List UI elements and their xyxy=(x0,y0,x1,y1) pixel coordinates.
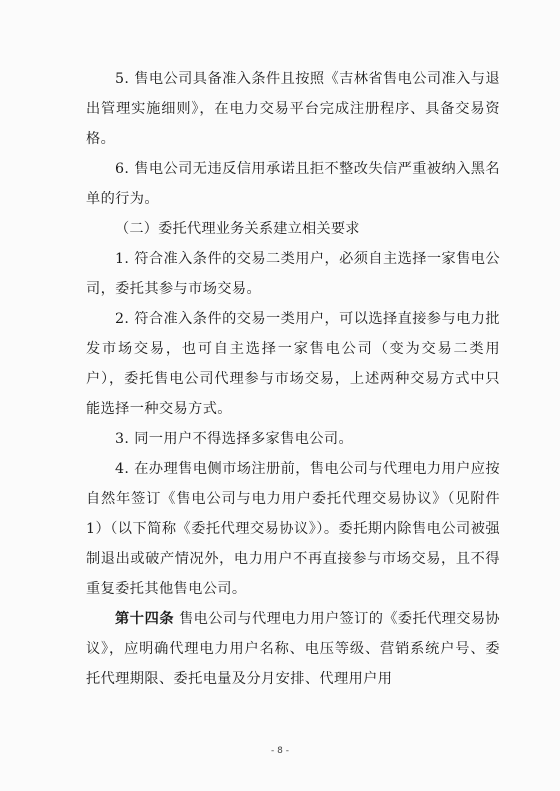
paragraph-requirement-1: 1. 符合准入条件的交易二类用户，必须自主选择一家售电公司，委托其参与市场交易。 xyxy=(86,251,500,297)
paragraph-item-6: 6. 售电公司无违反信用承诺且拒不整改失信严重被纳入黑名单的行为。 xyxy=(86,161,500,207)
paragraph-requirement-4: 4. 在办理售电侧市场注册前，售电公司与代理电力用户应按自然年签订《售电公司与电力用户委托代理交易协议》（见附件 1）（以下简称《委托代理交易协议》）。委托期内除售电公司被强制退出或破产情况外，电力用户不再直接参与市场交易，且不得重复委托其他售电公司。 xyxy=(86,461,500,597)
document-body xyxy=(86,64,500,694)
section-heading-2: （二）委托代理业务关系建立相关要求 xyxy=(115,221,360,237)
paragraph-requirement-2: 2. 符合准入条件的交易一类用户，可以选择直接参与电力批发市场交易，也可自主选择一家售电公司（变为交易二类用户），委托售电公司代理参与市场交易，上述两种交易方式中只能选择一种交易方式。 xyxy=(86,311,500,417)
article-text: 售电公司与代理电力用户签订的《委托代理交易协议》，应明确代理电力用户名称、电压等级、营销系统户号、委托代理期限、委托电量及分月安排、代理用户用 xyxy=(86,611,501,687)
page-number: - 8 - xyxy=(271,746,289,756)
paragraph-item-5: 5. 售电公司具备准入条件且按照《吉林省售电公司准入与退出管理实施细则》，在电力交易平台完成注册程序、具备交易资格。 xyxy=(86,71,500,147)
article-14-paragraph xyxy=(86,604,500,694)
article-number: 第十四条 xyxy=(115,611,175,627)
paragraph-requirement-3: 3. 同一用户不得选择多家售电公司。 xyxy=(115,431,354,447)
